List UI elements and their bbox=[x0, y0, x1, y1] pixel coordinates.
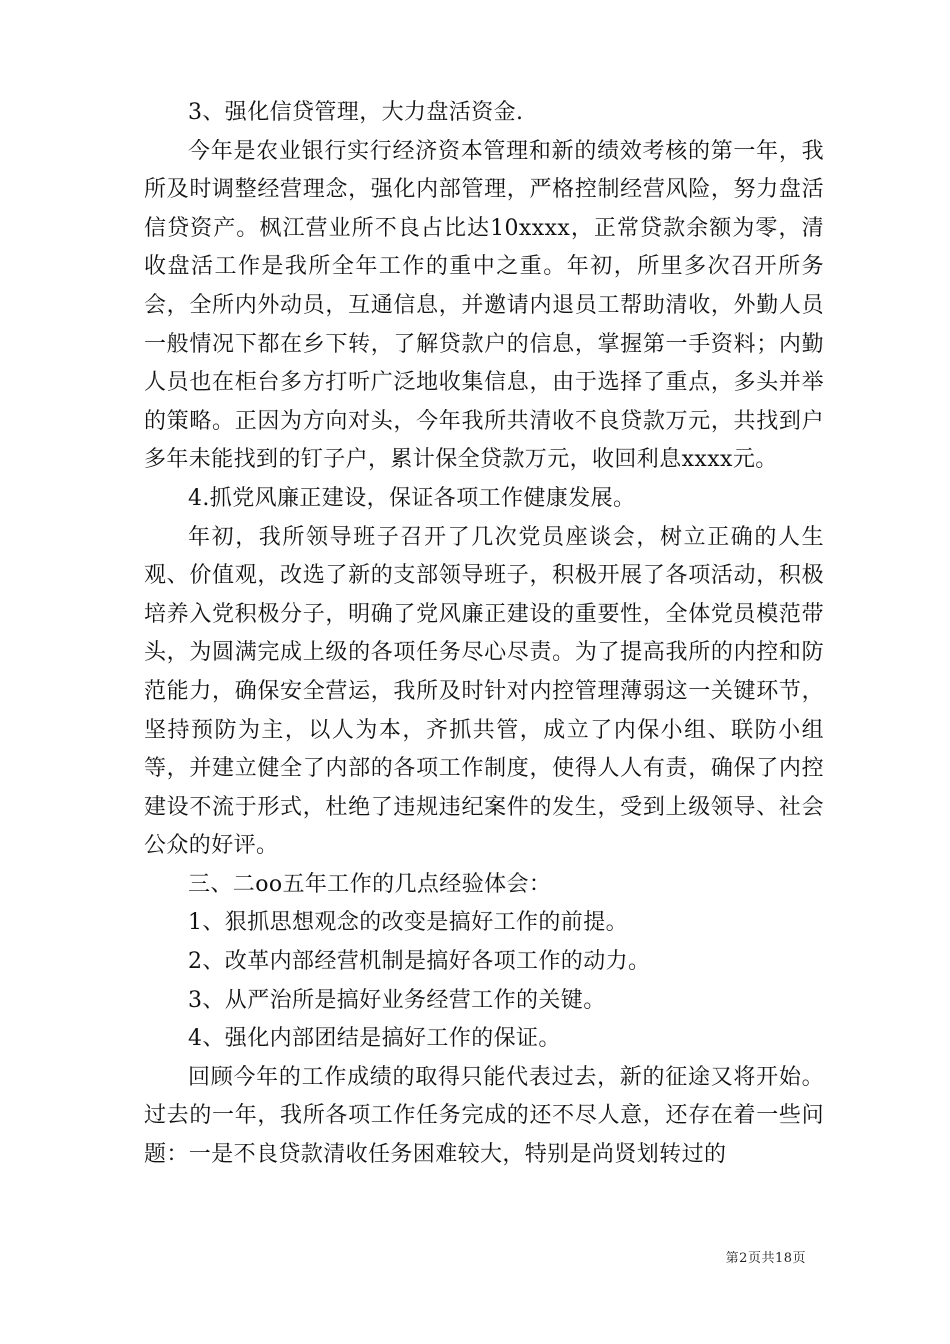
paragraph-review: 回顾今年的工作成绩的取得只能代表过去，新的征途又将开始。过去的一年，我所各项工作任务完成的还不尽人意，还存在着一些问题：一是不良贷款清收任务困难较大，特别是尚贤划转过的 bbox=[144, 1064, 824, 1168]
section-heading-party-integrity: 4.抓党风廉正建设，保证各项工作健康发展。 bbox=[188, 485, 636, 511]
list-item-experience-1: 1、狠抓思想观念的改变是搞好工作的前提。 bbox=[188, 910, 628, 936]
document-body bbox=[144, 94, 824, 1175]
paragraph-credit-recovery: 今年是农业银行实行经济资本管理和新的绩效考核的第一年，我所及时调整经营理念，强化内部管理，严格控制经营风险，努力盘活信贷资产。枫江营业所不良占比达10xxxx，正常贷款余额为零，清收盘活工作是我所全年工作的重中之重。年初，所里多次召开所务会，全所内外动员，互通信息，并邀请内退员工帮助清收，外勤人员一般情况下都在乡下转，了解贷款户的信息，掌握第一手资料；内勤人员也在柜台多方打听广泛地收集信息，由于选择了重点，多头并举的策略。正因为方向对头，今年我所共清收不良贷款万元，共找到户多年未能找到的钉子户，累计保全贷款万元，收回利息xxxx元。 bbox=[144, 138, 824, 473]
section-heading-experience: 三、二oo五年工作的几点经验体会： bbox=[188, 871, 552, 897]
paragraph-party-integrity: 年初，我所领导班子召开了几次党员座谈会，树立正确的人生观、价值观，改选了新的支部领导班子，积极开展了各项活动，积极培养入党积极分子，明确了党风廉正建设的重要性，全体党员模范带头，为圆满完成上级的各项任务尽心尽责。为了提高我所的内控和防范能力，确保安全营运，我所及时针对内控管理薄弱这一关键环节，坚持预防为主，以人为本，齐抓共管，成立了内保小组、联防小组等，并建立健全了内部的各项工作制度，使得人人有责，确保了内控建设不流于形式，杜绝了违规违纪案件的发生，受到上级领导、社会公众的好评。 bbox=[144, 524, 824, 859]
list-item-experience-3: 3、从严治所是搞好业务经营工作的关键。 bbox=[188, 987, 606, 1013]
list-item-experience-4: 4、强化内部团结是搞好工作的保证。 bbox=[188, 1026, 561, 1052]
page-number: 第2页共18页 bbox=[725, 1251, 806, 1266]
list-item-experience-2: 2、改革内部经营机制是搞好各项工作的动力。 bbox=[188, 949, 651, 975]
section-heading-credit-management: 3、强化信贷管理，大力盘活资金. bbox=[188, 100, 524, 125]
